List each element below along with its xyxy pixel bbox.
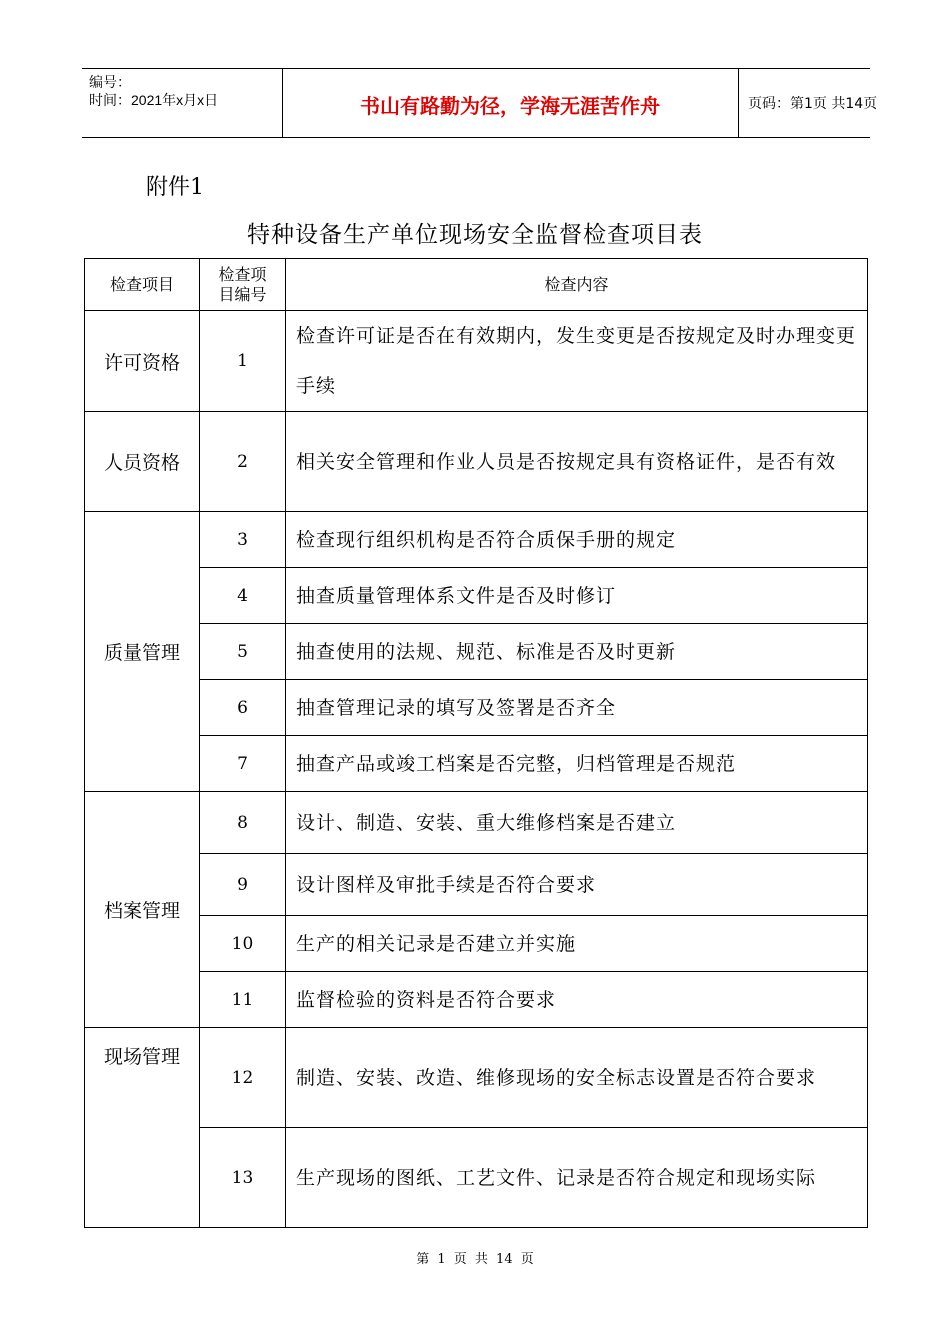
number-cell: 11 bbox=[200, 972, 286, 1028]
number-cell: 1 bbox=[200, 311, 286, 412]
header-category: 检查项目 bbox=[85, 259, 200, 311]
table-row bbox=[85, 568, 868, 624]
header-meta bbox=[82, 69, 283, 137]
number-cell: 7 bbox=[200, 736, 286, 792]
content-cell: 制造、安装、改造、维修现场的安全标志设置是否符合要求 bbox=[286, 1028, 868, 1128]
table-header-row bbox=[85, 259, 868, 311]
content-cell: 监督检验的资料是否符合要求 bbox=[286, 972, 868, 1028]
table-row bbox=[85, 854, 868, 916]
number-cell: 13 bbox=[200, 1128, 286, 1228]
page-header bbox=[82, 68, 878, 138]
page-title: 特种设备生产单位现场安全监督检查项目表 bbox=[247, 222, 703, 248]
table-row bbox=[85, 736, 868, 792]
inspection-table bbox=[84, 258, 868, 1228]
content-cell: 设计、制造、安装、重大维修档案是否建立 bbox=[286, 792, 868, 854]
header-content: 检查内容 bbox=[286, 259, 868, 311]
table-row bbox=[85, 972, 868, 1028]
number-cell: 3 bbox=[200, 512, 286, 568]
category-cell: 质量管理 bbox=[85, 512, 200, 792]
number-cell: 10 bbox=[200, 916, 286, 972]
page-footer: 第 1 页 共 14 页 bbox=[416, 1252, 534, 1267]
number-cell: 2 bbox=[200, 412, 286, 512]
content-cell: 抽查管理记录的填写及签署是否齐全 bbox=[286, 680, 868, 736]
time-label: 时间：2021年x月x日 bbox=[89, 92, 219, 108]
category-cell: 许可资格 bbox=[85, 311, 200, 412]
content-cell: 生产现场的图纸、工艺文件、记录是否符合规定和现场实际 bbox=[286, 1128, 868, 1228]
content-cell: 抽查产品或竣工档案是否完整，归档管理是否规范 bbox=[286, 736, 868, 792]
table-row bbox=[85, 1128, 868, 1228]
page-info: 页码：第1页 共14页 bbox=[748, 96, 878, 112]
content-cell: 相关安全管理和作业人员是否按规定具有资格证件，是否有效 bbox=[286, 412, 868, 512]
category-cell: 现场管理 bbox=[85, 1028, 200, 1228]
number-cell: 12 bbox=[200, 1028, 286, 1128]
table-row bbox=[85, 792, 868, 854]
number-cell: 5 bbox=[200, 624, 286, 680]
content-cell: 生产的相关记录是否建立并实施 bbox=[286, 916, 868, 972]
content-cell: 检查现行组织机构是否符合质保手册的规定 bbox=[286, 512, 868, 568]
content-cell: 设计图样及审批手续是否符合要求 bbox=[286, 854, 868, 916]
header-page-cell bbox=[738, 69, 878, 137]
number-cell: 4 bbox=[200, 568, 286, 624]
category-cell: 人员资格 bbox=[85, 412, 200, 512]
number-cell: 9 bbox=[200, 854, 286, 916]
table-row bbox=[85, 512, 868, 568]
number-cell: 8 bbox=[200, 792, 286, 854]
table-row bbox=[85, 412, 868, 512]
table-row bbox=[85, 680, 868, 736]
content-cell: 抽查使用的法规、规范、标准是否及时更新 bbox=[286, 624, 868, 680]
number-label: 编号： bbox=[89, 74, 131, 90]
annex-label: 附件1 bbox=[146, 175, 204, 200]
table-row bbox=[85, 311, 868, 412]
content-cell: 抽查质量管理体系文件是否及时修订 bbox=[286, 568, 868, 624]
table-row bbox=[85, 624, 868, 680]
table-row bbox=[85, 1028, 868, 1128]
content-cell: 检查许可证是否在有效期内，发生变更是否按规定及时办理变更手续 bbox=[286, 311, 868, 412]
header-number: 检查项目编号 bbox=[200, 259, 286, 311]
category-cell: 档案管理 bbox=[85, 792, 200, 1028]
header-motto-cell bbox=[282, 69, 739, 137]
table-row bbox=[85, 916, 868, 972]
number-cell: 6 bbox=[200, 680, 286, 736]
motto: 书山有路勤为径，学海无涯苦作舟 bbox=[360, 94, 660, 118]
